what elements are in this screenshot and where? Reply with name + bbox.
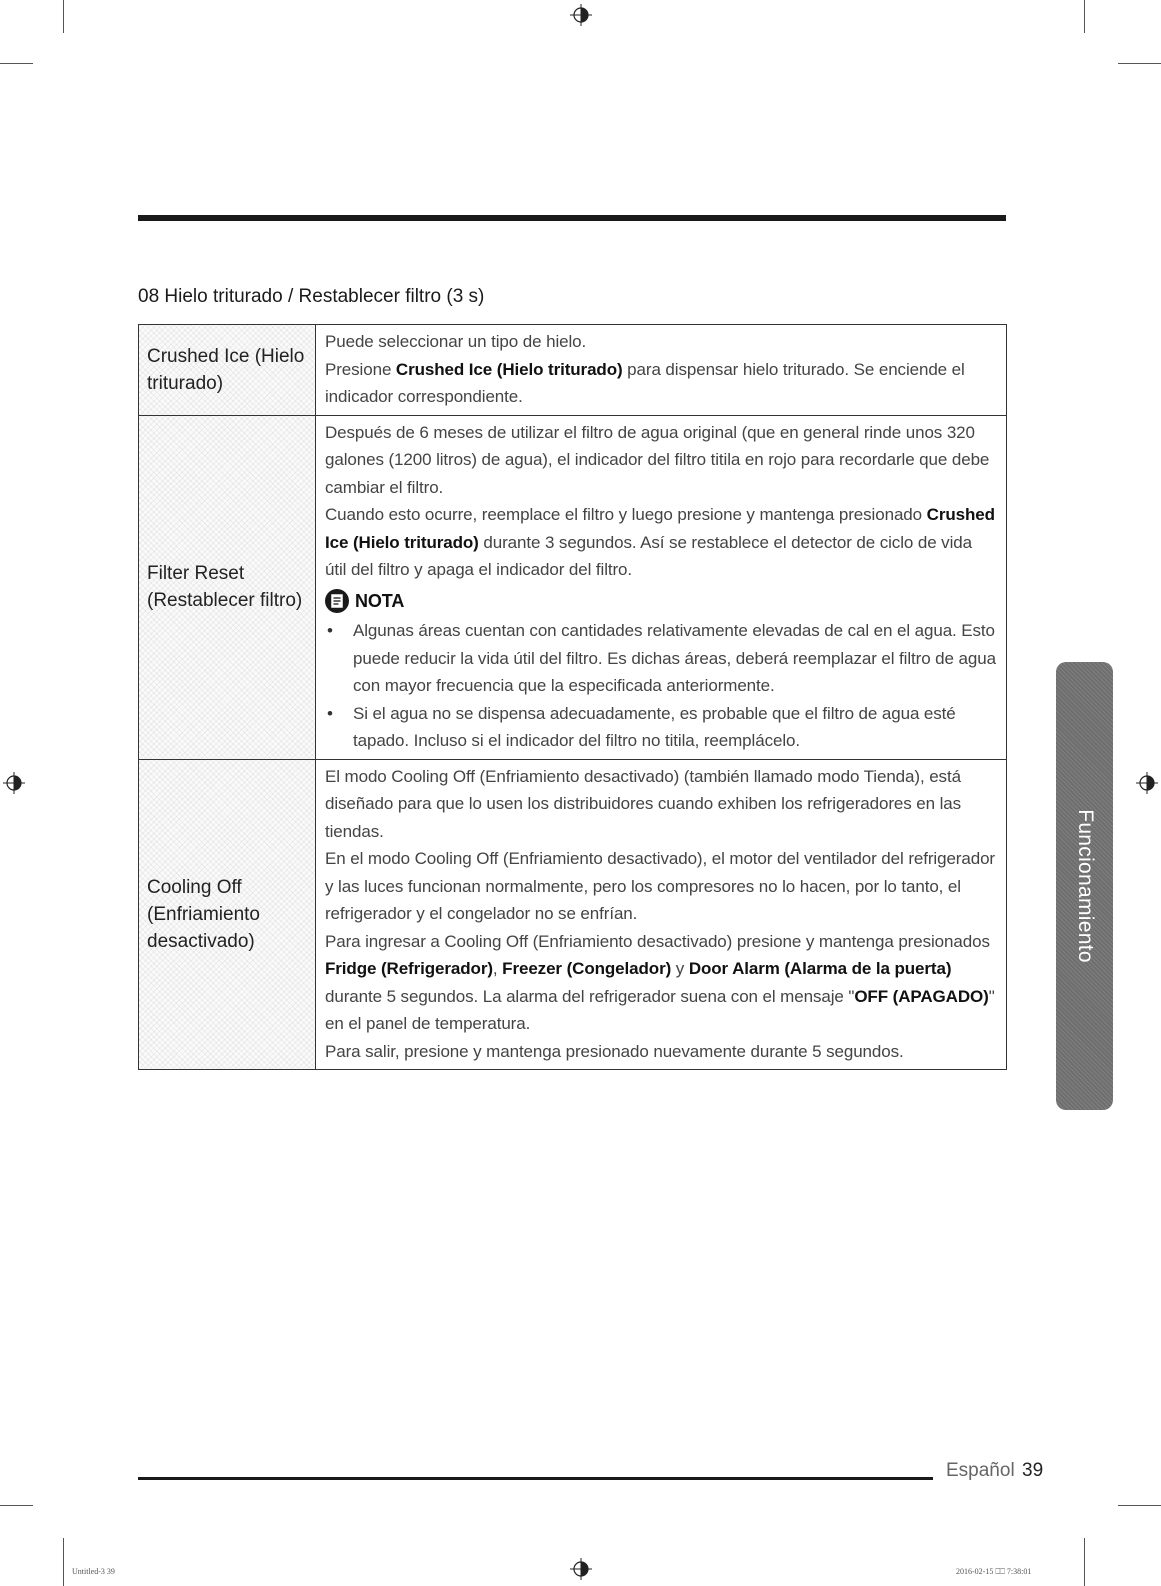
- crop-mark-top-left-h: [0, 63, 33, 64]
- note-document-icon: [325, 589, 349, 613]
- button-name-emphasis: Door Alarm (Alarma de la puerta): [688, 959, 952, 978]
- paragraph: Para ingresar a Cooling Off (Enfriamiento desactivado) presione y mantenga presionados Fridge (Refrigerador), Freezer (Congelador) y Door Alarm (Alarma de la puerta) durante 5 segundos. La alarma del refrigerador suena con el mensaje "OFF (APAGADO)" en el panel de temperatura.: [325, 931, 995, 1033]
- row-label: [139, 415, 316, 759]
- footer-rule: [138, 1477, 933, 1480]
- paragraph: Para salir, presione y mantenga presionado nuevamente durante 5 segundos.: [325, 1041, 904, 1061]
- button-name-emphasis: Freezer (Congelador): [502, 959, 672, 978]
- row-label: Crushed Ice (Hielo triturado): [139, 325, 316, 416]
- button-name-emphasis: Crushed Ice (Hielo triturado): [395, 359, 623, 379]
- crop-mark-bottom-right-v: [1084, 1538, 1085, 1586]
- row-label-line: (Enfriamiento: [147, 903, 260, 925]
- row-paragraphs: [325, 328, 997, 411]
- page-number: 39: [1022, 1460, 1044, 1481]
- registration-mark-icon: [570, 4, 592, 26]
- chapter-side-tab: [1056, 662, 1113, 1110]
- crop-mark-bottom-right-h: [1118, 1505, 1161, 1506]
- registration-mark-icon: [570, 1558, 592, 1580]
- crop-mark-bottom-left-v: [63, 1538, 64, 1586]
- row-paragraphs: [325, 419, 997, 584]
- crop-mark-top-right-v: [1084, 0, 1085, 33]
- table-row: [139, 325, 1007, 416]
- feature-table: [138, 324, 1007, 1070]
- crop-mark-top-right-h: [1118, 63, 1161, 64]
- row-label-line: desactivado): [147, 930, 255, 952]
- paragraph: Cuando esto ocurre, reemplace el filtro y luego presione y mantenga presionado Crushed Ice (Hielo triturado) durante 3 segundos. Así se restablece el detector de ciclo de vida útil del filtro y apaga el indicador del filtro.: [325, 505, 995, 579]
- row-paragraphs: [325, 763, 997, 1066]
- print-slug-right: 2016-02-15 ⎕⎕ 7:38:01: [956, 1567, 1032, 1576]
- note-heading: [325, 588, 997, 616]
- button-name-emphasis: Fridge (Refrigerador): [325, 959, 493, 978]
- button-name-emphasis: Crushed Ice (Hielo triturado): [325, 505, 995, 552]
- paragraph: El modo Cooling Off (Enfriamiento desactivado) (también llamado modo Tienda), está diseñado para que lo usen los distribuidores cuando exhiben los refrigeradores en las tiendas.: [325, 766, 962, 841]
- row-content: [316, 415, 1007, 759]
- table-row: [139, 415, 1007, 759]
- paragraph: Puede seleccionar un tipo de hielo.: [325, 332, 587, 351]
- row-label-line: Filter Reset: [147, 563, 245, 584]
- chapter-side-tab-label: Funcionamiento: [1073, 809, 1097, 963]
- footer-language: Español: [946, 1460, 1015, 1481]
- row-label-line: (Restablecer filtro): [147, 590, 303, 611]
- section-title: 08 Hielo triturado / Restablecer filtro (3 s): [138, 286, 485, 307]
- button-name-emphasis: OFF (APAGADO): [854, 986, 989, 1006]
- note-label: NOTA: [355, 590, 405, 611]
- header-rule: [138, 215, 1006, 221]
- paragraph: Presione Crushed Ice (Hielo triturado) para dispensar hielo triturado. Se enciende el indicador correspondiente.: [325, 359, 965, 406]
- row-label: [139, 759, 316, 1070]
- row-content: [316, 325, 1007, 416]
- list-item: • Algunas áreas cuentan con cantidades relativamente elevadas de cal en el agua. Esto puede reducir la vida útil del filtro. Es dichas áreas, deberá reemplazar el filtro de agua con mayor frecuencia que la especificada anteriormente.: [325, 617, 997, 700]
- registration-mark-icon: [3, 772, 25, 794]
- paragraph: En el modo Cooling Off (Enfriamiento desactivado), el motor del ventilador del refrigerador y las luces funcionan normalmente, pero los compresores no lo hacen, por lo tanto, el refrigerador y el congelador no se enfrían.: [325, 849, 995, 923]
- table-row: [139, 759, 1007, 1070]
- list-item: • Si el agua no se dispensa adecuadamente, es probable que el filtro de agua esté tapado. Incluso si el indicador del filtro no titila, reemplácelo.: [325, 700, 997, 755]
- registration-mark-icon: [1136, 772, 1158, 794]
- note-bullet-list: [325, 617, 997, 755]
- row-label-line: Cooling Off: [147, 876, 242, 898]
- crop-mark-top-left-v: [63, 0, 64, 33]
- print-slug-left: Untitled-3 39: [72, 1567, 115, 1576]
- row-content: [316, 759, 1007, 1070]
- paragraph: Después de 6 meses de utilizar el filtro de agua original (que en general rinde unos 320 galones (1200 litros) de agua), el indicador del filtro titila en rojo para recordarle que debe cambiar el filtro.: [325, 422, 990, 497]
- crop-mark-bottom-left-h: [0, 1505, 33, 1506]
